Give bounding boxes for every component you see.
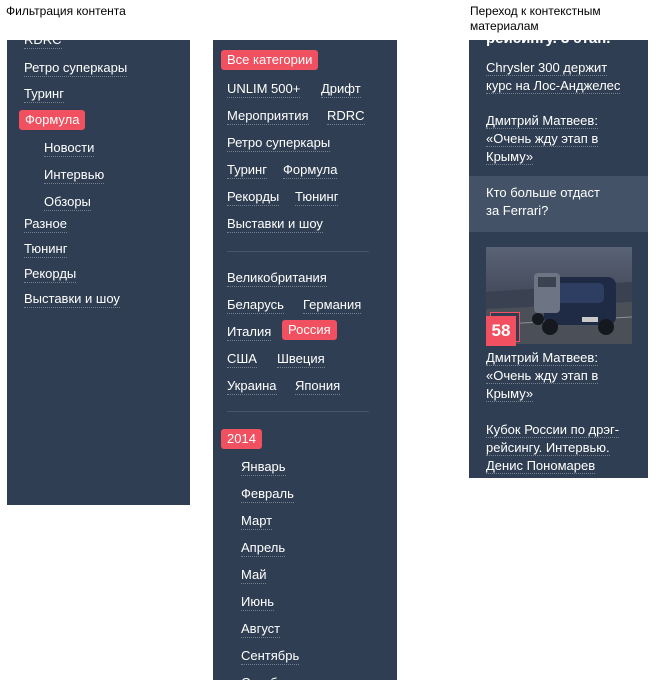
caption-filtering: Фильтрация контента xyxy=(6,4,126,18)
article-link-drag-cup[interactable] xyxy=(486,421,619,475)
menu-item-records[interactable]: Рекорды xyxy=(24,266,77,281)
tag-ukraine[interactable]: Украина xyxy=(227,378,277,393)
divider xyxy=(227,411,369,412)
tag-italy[interactable]: Италия xyxy=(227,324,272,339)
tag-records[interactable]: Рекорды xyxy=(227,189,280,204)
month-april[interactable]: Апрель xyxy=(241,540,286,555)
tag-sweden[interactable]: Швеция xyxy=(277,351,325,366)
month-august[interactable]: Август xyxy=(241,621,281,636)
tag-touring[interactable]: Туринг xyxy=(227,162,267,177)
filter-menu-panel xyxy=(7,32,190,505)
menu-item-tuning[interactable]: Тюнинг xyxy=(24,241,68,256)
link-line: Дмитрий Матвеев: xyxy=(486,113,598,128)
submenu-item-interview[interactable]: Интервью xyxy=(44,167,105,182)
link-line: Крыму» xyxy=(486,149,534,164)
link-line: рейсингу. Интервью. xyxy=(486,440,610,455)
photo-count: 58 xyxy=(491,321,511,340)
menu-item-misc[interactable]: Разное xyxy=(24,216,67,231)
link-line: Денис Пономарев xyxy=(486,458,596,473)
tag-unlim[interactable]: UNLIM 500+ xyxy=(227,81,301,96)
context-links-panel xyxy=(469,30,648,478)
link-line: Chrysler 300 держит xyxy=(486,60,608,75)
tag-russia-active[interactable]: Россия xyxy=(282,320,337,340)
tag-tuning[interactable]: Тюнинг xyxy=(295,189,339,204)
tag-retro[interactable]: Ретро суперкары xyxy=(227,135,331,150)
tag-uk[interactable]: Великобритания xyxy=(227,270,327,285)
photo-count-badge xyxy=(486,316,516,346)
article-link-chrysler[interactable] xyxy=(486,59,620,95)
gallery-thumbnail[interactable] xyxy=(486,247,632,344)
article-link-matveev-2[interactable] xyxy=(486,349,598,403)
month-june[interactable]: Июнь xyxy=(241,594,275,609)
caption-context-line2: материалам xyxy=(470,19,539,33)
month-january[interactable]: Январь xyxy=(241,459,286,474)
tag-shows[interactable]: Выставки и шоу xyxy=(227,216,323,231)
month-may[interactable]: Май xyxy=(241,567,267,582)
tag-germany[interactable]: Германия xyxy=(303,297,362,312)
link-line: «Очень жду этап в xyxy=(486,368,599,383)
menu-item-formula-active[interactable]: Формула xyxy=(19,110,85,130)
link-line: курс на Лос-Анджелес xyxy=(486,78,621,93)
caption-context-line1: Переход к контекстным xyxy=(470,4,601,18)
link-line: Дмитрий Матвеев: xyxy=(486,350,598,365)
tag-belarus[interactable]: Беларусь xyxy=(227,297,284,312)
month-september[interactable]: Сентябрь xyxy=(241,648,300,663)
menu-item-touring[interactable]: Туринг xyxy=(24,86,64,101)
menu-item-rdrc[interactable]: RDRC xyxy=(24,32,62,47)
link-line: Кто больше отдаст xyxy=(486,185,600,200)
tag-rdrc[interactable]: RDRC xyxy=(327,108,365,123)
menu-item-shows[interactable]: Выставки и шоу xyxy=(24,291,120,306)
month-march[interactable]: Март xyxy=(241,513,273,528)
tag-formula[interactable]: Формула xyxy=(283,162,338,177)
divider xyxy=(227,251,369,252)
tag-japan[interactable]: Япония xyxy=(295,378,341,393)
month-october[interactable]: Октябрь xyxy=(241,675,292,690)
all-categories-pill[interactable]: Все категории xyxy=(221,50,318,70)
month-february[interactable]: Февраль xyxy=(241,486,294,501)
year-2014-active[interactable]: 2014 xyxy=(221,429,262,449)
tag-events[interactable]: Мероприятия xyxy=(227,108,309,123)
article-link-ferrari[interactable] xyxy=(486,184,600,220)
tag-cloud-panel xyxy=(213,40,397,690)
article-link-matveev[interactable] xyxy=(486,112,598,166)
tag-drift[interactable]: Дрифт xyxy=(321,81,361,96)
menu-item-retro[interactable]: Ретро суперкары xyxy=(24,60,128,75)
tag-usa[interactable]: США xyxy=(227,351,257,366)
link-line: Крыму» xyxy=(486,386,534,401)
article-title-cut[interactable]: рейсингу. 3 этап. xyxy=(486,30,611,47)
submenu-item-news[interactable]: Новости xyxy=(44,140,95,155)
link-line: Кубок России по дрэг- xyxy=(486,422,620,437)
hovered-link-row[interactable] xyxy=(469,176,648,232)
link-line: «Очень жду этап в xyxy=(486,131,599,146)
link-line: за Ferrari? xyxy=(486,203,549,218)
submenu-item-reviews[interactable]: Обзоры xyxy=(44,194,91,209)
